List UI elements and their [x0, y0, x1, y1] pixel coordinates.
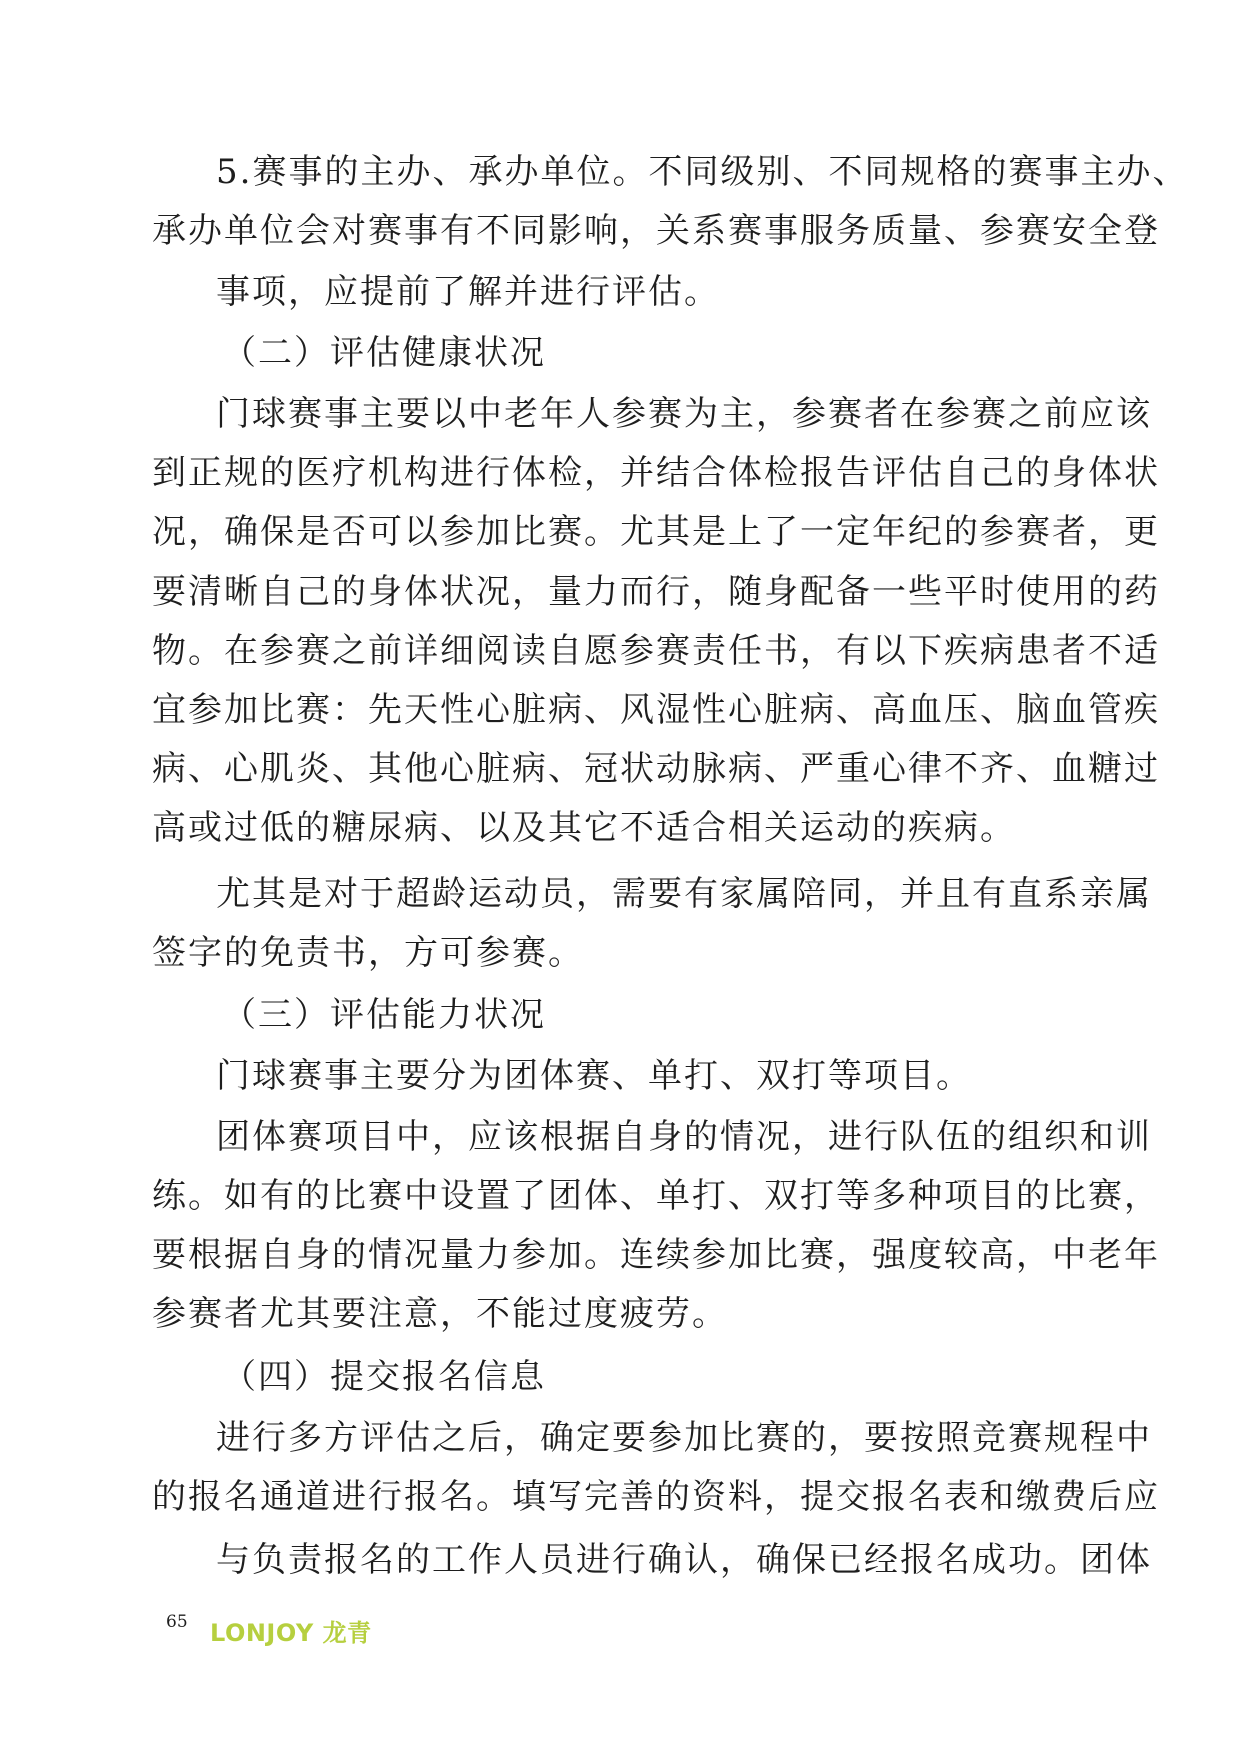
paragraph-line: 高或过低的糖尿病、以及其它不适合相关运动的疾病。 [152, 808, 1016, 848]
paragraph-line: 要清晰自己的身体状况，量力而行，随身配备一些平时使用的药 [152, 572, 1160, 612]
paragraph-line: 与负责报名的工作人员进行确认，确保已经报名成功。团体 [216, 1540, 1152, 1580]
section-heading: （三）评估能力状况 [222, 995, 546, 1035]
section-heading: （四）提交报名信息 [222, 1357, 546, 1397]
section-heading: （二）评估健康状况 [222, 333, 546, 373]
paragraph-line: 练。如有的比赛中设置了团体、单打、双打等多种项目的比赛， [152, 1176, 1160, 1216]
page-number: 65 [166, 1612, 188, 1632]
paragraph-line: 5.赛事的主办、承办单位。不同级别、不同规格的赛事主办、 [216, 152, 1189, 192]
paragraph-line: 的报名通道进行报名。填写完善的资料，提交报名表和缴费后应 [152, 1477, 1160, 1517]
paragraph-line: 物。在参赛之前详细阅读自愿参赛责任书，有以下疾病患者不适 [152, 631, 1160, 671]
paragraph-line: 进行多方评估之后，确定要参加比赛的，要按照竞赛规程中 [216, 1418, 1152, 1458]
paragraph-line: 事项，应提前了解并进行评估。 [216, 272, 720, 312]
paragraph-line: 到正规的医疗机构进行体检，并结合体检报告评估自己的身体状 [152, 453, 1160, 493]
publisher-logo: LONJOY 龙青 [210, 1619, 372, 1647]
paragraph-line: 门球赛事主要分为团体赛、单打、双打等项目。 [216, 1056, 972, 1096]
paragraph-line: 尤其是对于超龄运动员，需要有家属陪同，并且有直系亲属 [216, 874, 1152, 914]
paragraph-line: 宜参加比赛：先天性心脏病、风湿性心脏病、高血压、脑血管疾 [152, 690, 1160, 730]
paragraph-line: 签字的免责书，方可参赛。 [152, 933, 584, 973]
paragraph-line: 门球赛事主要以中老年人参赛为主，参赛者在参赛之前应该 [216, 394, 1152, 434]
paragraph-line: 况，确保是否可以参加比赛。尤其是上了一定年纪的参赛者，更 [152, 512, 1160, 552]
paragraph-line: 病、心肌炎、其他心脏病、冠状动脉病、严重心律不齐、血糖过 [152, 749, 1160, 789]
paragraph-line: 承办单位会对赛事有不同影响，关系赛事服务质量、参赛安全登 [152, 211, 1160, 251]
paragraph-line: 要根据自身的情况量力参加。连续参加比赛，强度较高，中老年 [152, 1235, 1160, 1275]
paragraph-line: 参赛者尤其要注意，不能过度疲劳。 [152, 1294, 728, 1334]
paragraph-line: 团体赛项目中，应该根据自身的情况，进行队伍的组织和训 [216, 1117, 1152, 1157]
